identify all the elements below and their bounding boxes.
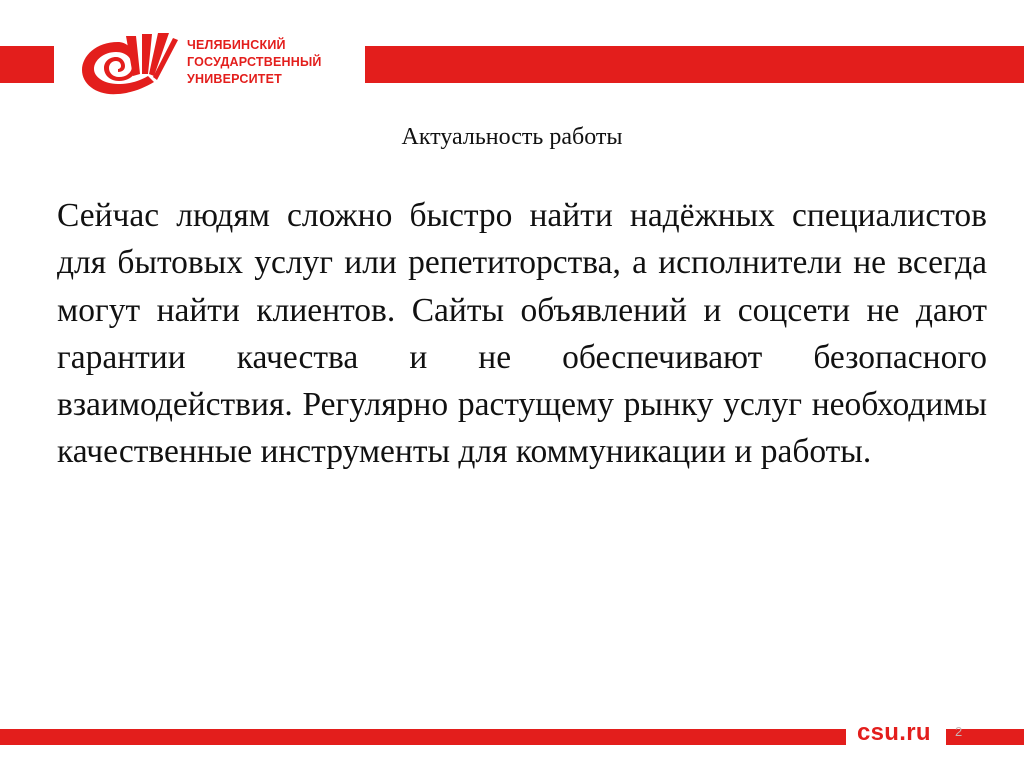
university-name-line-3: УНИВЕРСИТЕТ: [187, 72, 282, 86]
slide-title: Актуальность работы: [401, 124, 623, 150]
page-number: 2: [955, 724, 963, 739]
slide-body-text: Сейчас людям сложно быстро найти надёжных специалистов для бытовых услуг или репетиторства, а исполнители не всегда могут найти клиентов. Сайты объявлений и соцсети не дают гарантии качества и не обеспечивают безопасного взаимодействия. Регулярно растущему рынку услуг необходимы качественные инструменты для коммуникации и работы.: [57, 197, 987, 471]
university-name-line-1: ЧЕЛЯБИНСКИЙ: [187, 38, 286, 52]
header-bar-right: [365, 46, 1024, 83]
university-logo-icon: [78, 30, 178, 98]
footer-bar-left: [0, 729, 846, 745]
university-name: [187, 37, 322, 88]
university-name-line-2: ГОСУДАРСТВЕННЫЙ: [187, 55, 322, 69]
footer-site-link: csu.ru: [857, 719, 931, 746]
header-bar-left: [0, 46, 54, 83]
